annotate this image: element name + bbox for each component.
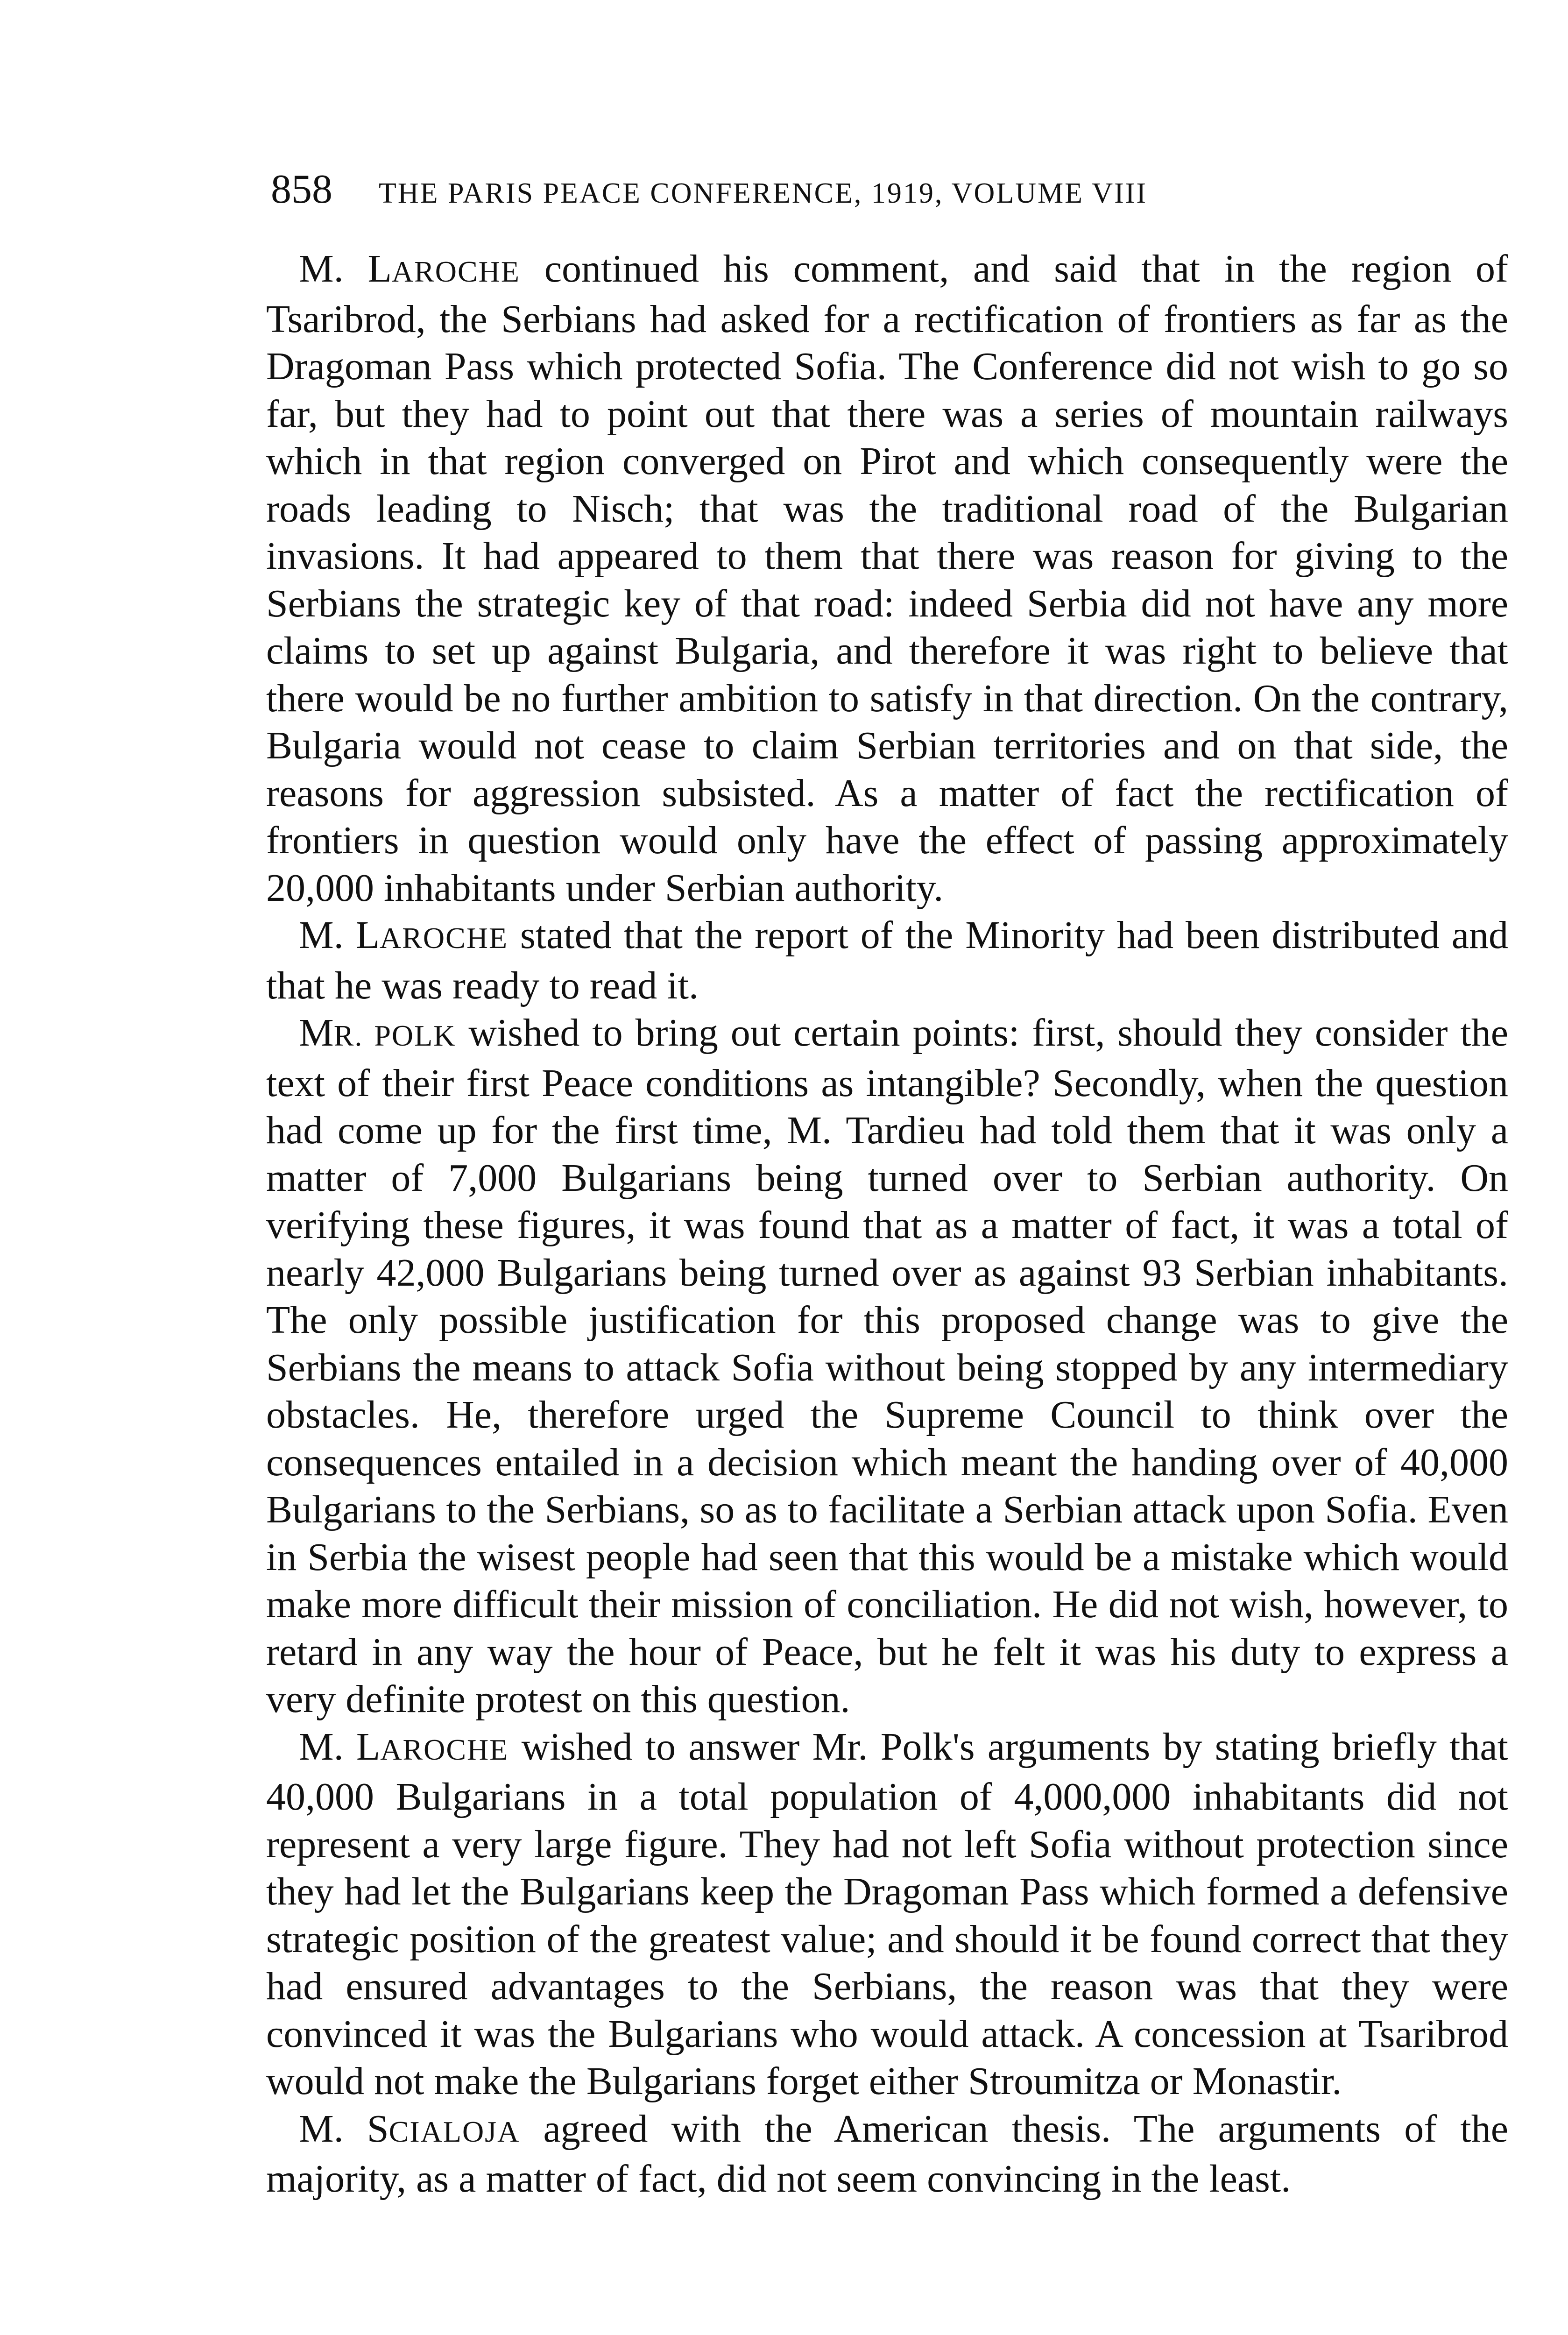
paragraph-laroche-answer (266, 1723, 1508, 2105)
page-header (271, 166, 1485, 217)
speaker-name-initial: M (299, 1011, 334, 1054)
paragraph-text: stated that the report of the Minority had been distributed and that he was ready to read it. (266, 913, 1509, 1007)
speaker-name-rest: AROCHE (379, 921, 509, 955)
speaker-name-initial: M. L (299, 1725, 381, 1769)
paragraph-polk (266, 1009, 1508, 1723)
speaker-name-initial: M. S (299, 2107, 389, 2151)
paragraph-text: wished to answer Mr. Polk's arguments by stating briefly that 40,000 Bulgarians in a total population of 4,000,000 inhabitants did not represent a very large figure. They had not left Sofia without protection since they had let the Bulgarians keep the Dragoman Pass which formed a defensive strategic position of the greatest value; and should it be found correct that they had ensured advantages to the Serbians, the reason was that they were convinced it was the Bulgarians who would attack. A concession at Tsaribrod would not make the Bulgarians forget either Stroumitza or Monastir. (266, 1725, 1509, 2103)
paragraph-text: continued his comment, and said that in the region of Tsaribrod, the Serbians had asked for a rectification of frontiers as far as the Dragoman Pass which protected Sofia. The Conference did not wish to go so far, but they had to point out that there was a series of mountain railways which in that region converged on Pirot and which consequently were the roads leading to Nisch; that was the traditional road of the Bulgarian invasions. It had appeared to them that there was reason for giving to the Serbians the strategic key of that road: indeed Serbia did not have any more claims to set up against Bulgaria, and therefore it was right to believe that there would be no further ambition to satisfy in that direction. On the contrary, Bulgaria would not cease to claim Serbian territories and on that side, the reasons for aggression subsisted. As a matter of fact the rectification of frontiers in question would only have the effect of passing approximately 20,000 inhabitants under Serbian authority. (266, 247, 1508, 910)
speaker-name-initial: M. L (299, 247, 392, 290)
body-text (266, 245, 1508, 2203)
paragraph-laroche-comment (266, 245, 1508, 912)
speaker-name-rest: AROCHE (391, 255, 520, 288)
speaker-name-rest: AROCHE (380, 1733, 509, 1766)
speaker-name-rest: CIALOJA (388, 2115, 520, 2148)
paragraph-scialoja (266, 2105, 1508, 2203)
paragraph-laroche-report (266, 912, 1508, 1009)
paragraph-text: agreed with the American thesis. The arguments of the majority, as a matter of fact, did not seem convincing in the least. (266, 2107, 1509, 2201)
paragraph-text: wished to bring out certain points: first, should they consider the text of their first Peace conditions as intangible? Secondly, when the question had come up for the first time, M. Tardieu had told them that it was only a matter of 7,000 Bulgarians being turned over to Serbian authority. On verifying these figures, it was found that as a matter of fact, it was a total of nearly 42,000 Bulgarians being turned over as against 93 Serbian inhabitants. The only possible justification for this proposed change was to give the Serbians the means to attack Sofia without being stopped by any intermediary obstacles. He, therefore urged the Supreme Council to think over the consequences entailed in a decision which meant the handing over of 40,000 Bulgarians to the Serbians, so as to facilitate a Serbian attack upon Sofia. Even in Serbia the wisest people had seen that this would be a mistake which would make more difficult their mission of conciliation. He did not wish, however, to retard in any way the hour of Peace, but he felt it was his duty to express a very definite protest on this question. (266, 1011, 1509, 1721)
speaker-name-rest: R. POLK (333, 1019, 456, 1052)
speaker-name-initial: M. L (299, 913, 380, 957)
page-number: 858 (271, 167, 332, 212)
running-title: THE PARIS PEACE CONFERENCE, 1919, VOLUME VIII (379, 177, 1148, 209)
